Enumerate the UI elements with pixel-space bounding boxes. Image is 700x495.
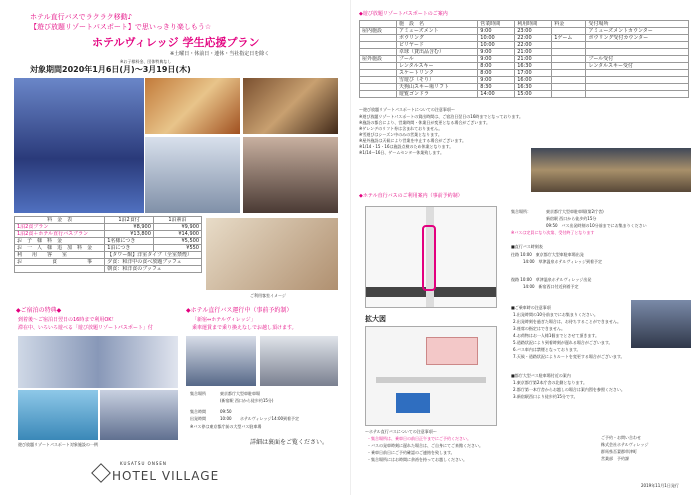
facility-cell: 9:00 xyxy=(478,28,515,35)
facility-cell: プール受付 xyxy=(586,56,689,63)
price-cell: 1泊2食＋ホテル直行バスプラン xyxy=(15,231,105,238)
facility-cell: 22:00 xyxy=(515,35,552,42)
bus-meet-label: 集合場所 xyxy=(190,391,206,396)
facility-cell xyxy=(586,70,689,77)
city-title: ■都庁大型バス駐車場付近の案内 xyxy=(511,373,571,378)
bus-time-label: 集合時間 xyxy=(190,409,206,414)
price-header-0: 料 金 表 xyxy=(15,217,105,224)
table-row xyxy=(360,84,689,91)
table-row xyxy=(15,259,202,266)
facility-cell: 屋外施設 xyxy=(360,56,397,63)
table-row xyxy=(360,28,689,35)
contact-3: 群馬県吾妻郡草津町 xyxy=(601,449,637,454)
table-row xyxy=(360,56,689,63)
facility-cell: 21:00 xyxy=(515,56,552,63)
facility-cell: 屋内施設 xyxy=(360,28,397,35)
tagline-1: ホテル直行バスでラクラク移動♪ xyxy=(30,13,133,21)
caution-item: 5.道路状況により到着時刻が遅れる場合がございます。 xyxy=(513,340,613,345)
dining-room-photo xyxy=(243,78,338,134)
logo-small: KUSATSU ONSEN xyxy=(120,461,167,466)
table-row xyxy=(360,35,689,42)
facility-cell: 16:30 xyxy=(515,84,552,91)
facility-cell xyxy=(552,70,586,77)
map-title: 拡大図 xyxy=(365,315,386,323)
facility-cell: プール xyxy=(396,56,477,63)
facility-cell xyxy=(360,77,397,84)
facility-cell: ボウリング受付カウンター xyxy=(586,35,689,42)
footer-note: ・集合場所は、乗車日の前日正午までにご予約ください。 xyxy=(367,436,471,441)
bus-note: ※バス停は東京都庁前の大型バス駐車場 xyxy=(190,424,262,429)
facility-cell: ボウリング xyxy=(396,35,477,42)
price-cell: 1名様につき xyxy=(105,238,154,245)
facility-cell: 卓球（貸出品含む） xyxy=(396,49,477,56)
bus-title: ◆ホテル直行バス運行中（事前予約制） xyxy=(186,307,293,314)
meet-sub: 新宿駅 西口から徒歩約15分 xyxy=(546,216,597,221)
caution-title: ■ご乗車時の注意事項 xyxy=(511,305,551,310)
facility-head xyxy=(360,21,397,28)
notes-title: ～遊び放題リゾートパスポートについての注意事項～ xyxy=(359,107,455,112)
table-row xyxy=(15,224,202,231)
facility-head: 利用時間 xyxy=(515,21,552,28)
table-row xyxy=(15,231,202,238)
price-cell: ¥8,900 xyxy=(105,224,154,231)
city-note: 2.都庁第一本庁舎からお越しの場合は案内図を参照ください。 xyxy=(513,387,625,392)
facility-cell: 16:00 xyxy=(515,77,552,84)
snow-hotel-photo xyxy=(145,137,240,213)
facility-cell xyxy=(360,84,397,91)
table-row xyxy=(15,266,202,273)
facility-cell: 14:00 xyxy=(478,91,515,98)
caution-item: 3.座席の指定はできません。 xyxy=(513,326,566,331)
price-cell: お 子 様 料 金 xyxy=(15,238,105,245)
price-table xyxy=(14,216,202,273)
table-row xyxy=(360,91,689,98)
facility-cell xyxy=(552,56,586,63)
passport-caption: 遊び放題リゾートパスポート対象施設の一例 xyxy=(18,442,98,447)
facility-head: 営業時間 xyxy=(478,21,515,28)
facility-cell: 雪遊び（そり） xyxy=(396,77,477,84)
issue-date: 2019年11月1日発行 xyxy=(641,483,679,488)
price-cell xyxy=(15,266,105,273)
passport-section-title: ◆遊び放題リゾートパスポートのご案内 xyxy=(359,11,448,17)
facility-cell xyxy=(360,70,397,77)
facility-cell: 1ゲーム xyxy=(552,35,586,42)
route-1b: 14:00 草津温泉ホテルヴィレッジ到着予定 xyxy=(523,259,603,264)
facility-cell xyxy=(552,63,586,70)
facility-cell: 16:30 xyxy=(515,63,552,70)
facility-cell xyxy=(552,49,586,56)
footer-note: ・乗車日前日にご予約確認のご連絡を致します。 xyxy=(367,450,455,455)
table-row xyxy=(15,238,202,245)
facility-cell: 遊覧ゴンドラ xyxy=(396,91,477,98)
price-cell: ¥13,800 xyxy=(105,231,154,238)
price-cell: ¥5,500 xyxy=(153,238,201,245)
route-2: 復路 10:00 草津温泉ホテルヴィレッジ出発 xyxy=(511,277,592,282)
price-header-1: 1泊2食付 xyxy=(105,217,154,224)
bus-depart-label: 出発時間 xyxy=(190,416,206,421)
facility-cell xyxy=(586,42,689,49)
facility-cell xyxy=(552,42,586,49)
meet-note: ※バスは定員になり次第、受付終了となります xyxy=(511,230,595,235)
meet-time: 09:50 バス出発時刻の10分前までにお集まりください xyxy=(546,223,647,228)
facility-cell xyxy=(360,63,397,70)
route-title: ■直行バス時刻表 xyxy=(511,244,543,249)
bus-interior-photo xyxy=(260,336,338,386)
facility-cell xyxy=(552,28,586,35)
caution-item: 2.出発時刻を過ぎた場合は、お待ちすることができません。 xyxy=(513,319,622,324)
pool-photo xyxy=(18,390,98,440)
bus-meet-value: 東京都庁大型車駐車場 xyxy=(220,391,260,396)
note-item: ※1/14～16日、ゲームセンター休業致します。 xyxy=(359,150,444,155)
note-item: ※雪遊びはシーズン中のみの営業となります。 xyxy=(359,132,442,137)
note-2: ※お子様料金、団体特典なし xyxy=(120,59,172,64)
price-cell: 利 用 客 室 xyxy=(15,252,105,259)
table-row xyxy=(360,77,689,84)
bus-arrive: ホテルヴィレッジ14:00到着予定 xyxy=(240,416,300,421)
route-map xyxy=(365,206,497,308)
zoom-map xyxy=(365,326,497,426)
contact-2: 株式会社ホテルヴィレッジ xyxy=(601,442,649,447)
facility-cell: 9:00 xyxy=(478,77,515,84)
facility-cell: 15:00 xyxy=(515,91,552,98)
facility-cell: 21:00 xyxy=(515,49,552,56)
footer-note: ・バスの発車時刻に遅れた場合は、ご自身にてご来館ください。 xyxy=(367,443,483,448)
facility-head: 施 設 名 xyxy=(396,21,477,28)
facility-cell xyxy=(586,91,689,98)
caution-item: 1.出発時間の10分前までにお集まりください。 xyxy=(513,312,598,317)
facility-cell xyxy=(360,91,397,98)
facility-cell: 10:00 xyxy=(478,42,515,49)
facility-cell xyxy=(360,49,397,56)
facility-cell: 8:00 xyxy=(478,63,515,70)
facility-cell: レンタルスキー xyxy=(396,63,477,70)
bus-line-1: 「新宿⇔ホテルヴィレッジ」 xyxy=(192,317,256,323)
facility-cell: ビリヤード xyxy=(396,42,477,49)
facility-cell xyxy=(360,42,397,49)
facility-cell xyxy=(552,84,586,91)
detail-link: 詳細は裏面をご覧ください。 xyxy=(250,439,329,446)
price-cell: 【タワー館】洋室タイプ（全室禁煙） xyxy=(105,252,202,259)
price-header-2: 1泊素泊 xyxy=(153,217,201,224)
room-photo xyxy=(206,218,338,290)
price-cell: 1泊につき xyxy=(105,245,154,252)
facility-cell: アミューズメント xyxy=(396,28,477,35)
facility-cell: 22:00 xyxy=(515,42,552,49)
table-row xyxy=(15,245,202,252)
resort-night-photo xyxy=(14,78,144,213)
price-cell: 夕食：和洋中の食べ放題ブッフェ xyxy=(105,259,202,266)
facility-cell xyxy=(552,77,586,84)
facility-head: 料金 xyxy=(552,21,586,28)
bus-line-2: 乗車運賃まで乗り換えなしでお越し頂けます。 xyxy=(192,325,297,331)
room-caption: ご利用客室イメージ xyxy=(250,293,286,298)
table-row xyxy=(360,70,689,77)
price-cell: お 一 人 様 追 加 料 金 xyxy=(15,245,105,252)
city-note: 1.東京都庁第2本庁舎の北側となります。 xyxy=(513,380,588,385)
contact-4: 営業部 予約課 xyxy=(601,456,629,461)
facility-cell: 17:00 xyxy=(515,70,552,77)
facility-cell: 8:30 xyxy=(478,84,515,91)
facility-cell: 10:00 xyxy=(478,35,515,42)
bus-depart: 10:00 xyxy=(220,416,232,421)
benefit-2: 滞在中、いろいろ遊べる「遊び放題リゾートパスポート」付 xyxy=(18,325,153,331)
students-photo xyxy=(243,137,338,213)
meet-value: 東京都庁大型車駐車場(第2庁舎) xyxy=(546,209,604,214)
price-cell: 1泊2食プラン xyxy=(15,224,105,231)
facility-cell: レンタルスキー受付 xyxy=(586,63,689,70)
buffet-photo xyxy=(145,78,240,134)
logo-mark-icon xyxy=(91,463,111,483)
facility-cell: 8:00 xyxy=(478,70,515,77)
facility-cell xyxy=(586,49,689,56)
bus-time: 09:50 xyxy=(220,409,232,414)
caution-item: 6.バス車内は禁煙となっております。 xyxy=(513,347,581,352)
route-2b: 14:00 新宿西口付近到着予定 xyxy=(523,284,579,289)
price-cell: ¥9,900 xyxy=(153,224,201,231)
facility-cell: 23:00 xyxy=(515,28,552,35)
plan-title: ホテルヴィレッジ 学生応援プラン xyxy=(92,36,260,49)
price-cell: 朝食：和洋食のブッフェ xyxy=(105,266,202,273)
route-1: 往路 10:00 東京都庁大型車駐車場出発 xyxy=(511,252,584,257)
caution-item: 7.天候・道路状況によりルートを変更する場合がございます。 xyxy=(513,354,625,359)
price-cell: ¥550 xyxy=(153,245,201,252)
ski-gear-photo xyxy=(18,336,178,388)
note-item: ※施設の都合により、営業時間・休業日が変更となる場合がございます。 xyxy=(359,120,491,125)
table-row xyxy=(360,63,689,70)
facility-cell xyxy=(552,91,586,98)
note-item: ※ゲレンデのリフト券は含まれておりません。 xyxy=(359,126,443,131)
table-row xyxy=(15,252,202,259)
facility-cell xyxy=(586,77,689,84)
meet-label: 集合場所： xyxy=(511,209,531,214)
period: 対象期間2020年1月6日(月)～3月19日(木) xyxy=(30,65,191,74)
footer-note-title: ～ホテル直行バスについての注意事項～ xyxy=(365,429,437,434)
note-item: ※1/14・15・16は施設点検のため休業となります。 xyxy=(359,144,454,149)
facility-cell: アミューズメントカウンター xyxy=(586,28,689,35)
right-page xyxy=(350,0,700,495)
caution-item: 4.お荷物はお一人様1個までとさせて頂きます。 xyxy=(513,333,600,338)
table-row xyxy=(360,21,689,28)
facility-head: 受付場所 xyxy=(586,21,689,28)
facility-cell: スケートリンク xyxy=(396,70,477,77)
tagline-2: 【遊び放題リゾートパスポート】で思いっきり楽しもう☆ xyxy=(30,23,212,31)
facility-cell xyxy=(586,84,689,91)
facility-cell: 9:00 xyxy=(478,49,515,56)
note-1: ※土曜日・休前日・連休・当社指定日を除く xyxy=(170,51,270,57)
benefit-1: 到着後～ご宿泊日翌日の16時まで利用OK！ xyxy=(18,317,117,323)
price-cell: お 食 事 xyxy=(15,259,105,266)
facility-table xyxy=(359,20,689,98)
bus-section-title: ◆ホテル直行バスのご利用案内（事前予約制） xyxy=(359,193,463,199)
table-row xyxy=(360,42,689,49)
price-cell: ¥14,900 xyxy=(153,231,201,238)
contact-1: ご予約・お問い合わせ xyxy=(601,435,641,440)
bus-photo xyxy=(186,336,256,386)
footer-note: ・集合場所にはお時間に余裕を持ってお越しください。 xyxy=(367,457,467,462)
table-row xyxy=(360,49,689,56)
facility-cell: 天狗山スキー場リフト xyxy=(396,84,477,91)
city-note: 3.新宿駅西口より徒歩約15分です。 xyxy=(513,394,578,399)
benefit-title: ◆ご宿泊の特典◆ xyxy=(16,307,62,314)
bus-stop-photo xyxy=(631,300,691,348)
bowling-photo xyxy=(100,390,178,440)
facility-cell: 9:00 xyxy=(478,56,515,63)
facility-cell xyxy=(360,35,397,42)
logo-big: HOTEL VILLAGE xyxy=(112,469,220,483)
note-item: ※遊び放題リゾートパスポートの貸出時間は、ご宿泊日翌日の16時までとなっております。 xyxy=(359,114,524,119)
note-item: ※屋外施設は天候により営業を中止する場合がございます。 xyxy=(359,138,467,143)
bus-meet-note: (新宿駅 西口から徒歩約15分) xyxy=(220,398,274,403)
onsen-photo xyxy=(531,148,691,192)
